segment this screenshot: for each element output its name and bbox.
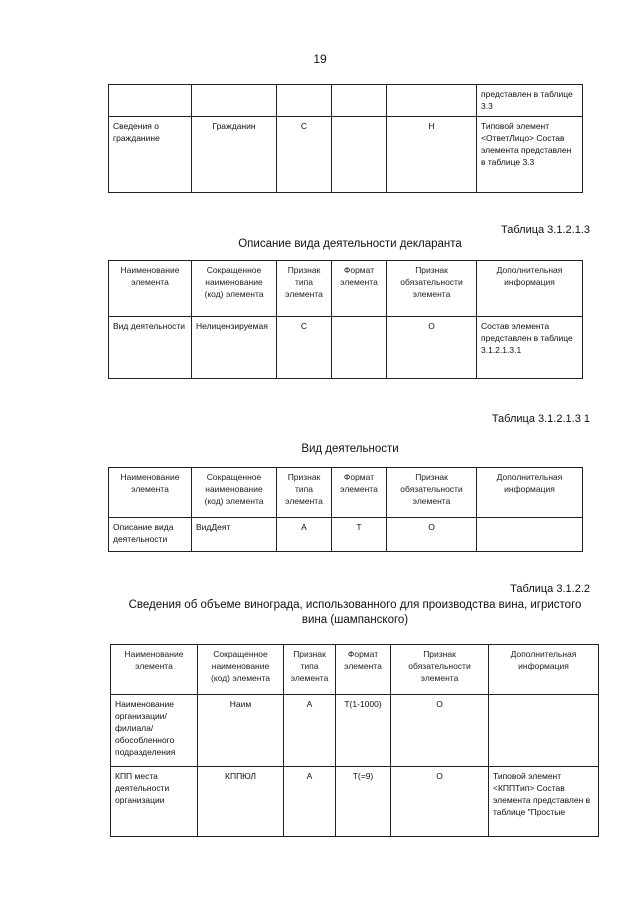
cell	[387, 85, 477, 117]
table-continuation	[108, 84, 583, 193]
cell: КППЮЛ	[198, 767, 284, 837]
table-label: Таблица 3.1.2.1.3 1	[491, 413, 590, 425]
column-header: Дополнительная информация	[489, 645, 599, 695]
cell	[332, 85, 387, 117]
cell: Т	[332, 518, 387, 552]
cell	[332, 317, 387, 379]
table-label: Таблица 3.1.2.1.3	[501, 224, 590, 236]
cell: А	[277, 518, 332, 552]
cell: представлен в таблице 3.3	[477, 85, 583, 117]
table-activity-description	[108, 260, 583, 379]
table-row	[109, 85, 583, 117]
table-label: Таблица 3.1.2.2	[510, 583, 590, 595]
column-header: Признак обязательности элемента	[387, 261, 477, 317]
cell: Описание вида деятельности	[109, 518, 192, 552]
column-header: Наименование элемента	[109, 468, 192, 518]
table-header-row	[109, 468, 583, 518]
table-row	[109, 317, 583, 379]
cell	[277, 85, 332, 117]
cell: О	[391, 767, 489, 837]
cell: А	[284, 767, 336, 837]
column-header: Признак типа элемента	[277, 468, 332, 518]
column-header: Формат элемента	[332, 261, 387, 317]
table-title: Описание вида деятельности декларанта	[238, 238, 462, 250]
table-row	[109, 518, 583, 552]
page-number: 19	[313, 52, 327, 66]
cell: КПП места деятельности организации	[111, 767, 198, 837]
cell: Сведения о гражданине	[109, 117, 192, 193]
cell: А	[284, 695, 336, 767]
column-header: Признак типа элемента	[277, 261, 332, 317]
cell: Типовой элемент <ОтветЛицо> Состав элемента представлен в таблице 3.3	[477, 117, 583, 193]
cell: С	[277, 317, 332, 379]
cell: Т(1-1000)	[336, 695, 391, 767]
column-header: Формат элемента	[336, 645, 391, 695]
cell: О	[387, 518, 477, 552]
cell	[332, 117, 387, 193]
cell: Наименование организации/ филиала/ обособленного подразделения	[111, 695, 198, 767]
cell	[192, 85, 277, 117]
table-grape-volume	[110, 644, 599, 837]
table-row	[109, 117, 583, 193]
column-header: Признак обязательности элемента	[391, 645, 489, 695]
table-title: Вид деятельности	[301, 443, 399, 455]
cell: Нелицензируемая	[192, 317, 277, 379]
column-header: Наименование элемента	[109, 261, 192, 317]
table-header-row	[109, 261, 583, 317]
table-activity-type	[108, 467, 583, 552]
table-row	[111, 695, 599, 767]
cell: Т(=9)	[336, 767, 391, 837]
cell: Н	[387, 117, 477, 193]
cell	[477, 518, 583, 552]
column-header: Признак типа элемента	[284, 645, 336, 695]
table-row	[111, 767, 599, 837]
cell: Наим	[198, 695, 284, 767]
cell: О	[391, 695, 489, 767]
cell: ВидДеят	[192, 518, 277, 552]
column-header: Сокращенное наименование (код) элемента	[192, 468, 277, 518]
cell: Гражданин	[192, 117, 277, 193]
table-title: Сведения об объеме винограда, использованного для производства вина, игристого вина (шампанского)	[128, 599, 582, 626]
column-header: Наименование элемента	[111, 645, 198, 695]
cell	[489, 695, 599, 767]
cell: О	[387, 317, 477, 379]
cell: С	[277, 117, 332, 193]
cell: Вид деятельности	[109, 317, 192, 379]
column-header: Формат элемента	[332, 468, 387, 518]
cell: Типовой элемент <КППТип> Состав элемента представлен в таблице "Простые	[489, 767, 599, 837]
cell: Состав элемента представлен в таблице 3.1.2.1.3.1	[477, 317, 583, 379]
column-header: Сокращенное наименование (код) элемента	[198, 645, 284, 695]
cell	[109, 85, 192, 117]
column-header: Дополнительная информация	[477, 468, 583, 518]
column-header: Сокращенное наименование (код) элемента	[192, 261, 277, 317]
table-header-row	[111, 645, 599, 695]
column-header: Признак обязательности элемента	[387, 468, 477, 518]
column-header: Дополнительная информация	[477, 261, 583, 317]
